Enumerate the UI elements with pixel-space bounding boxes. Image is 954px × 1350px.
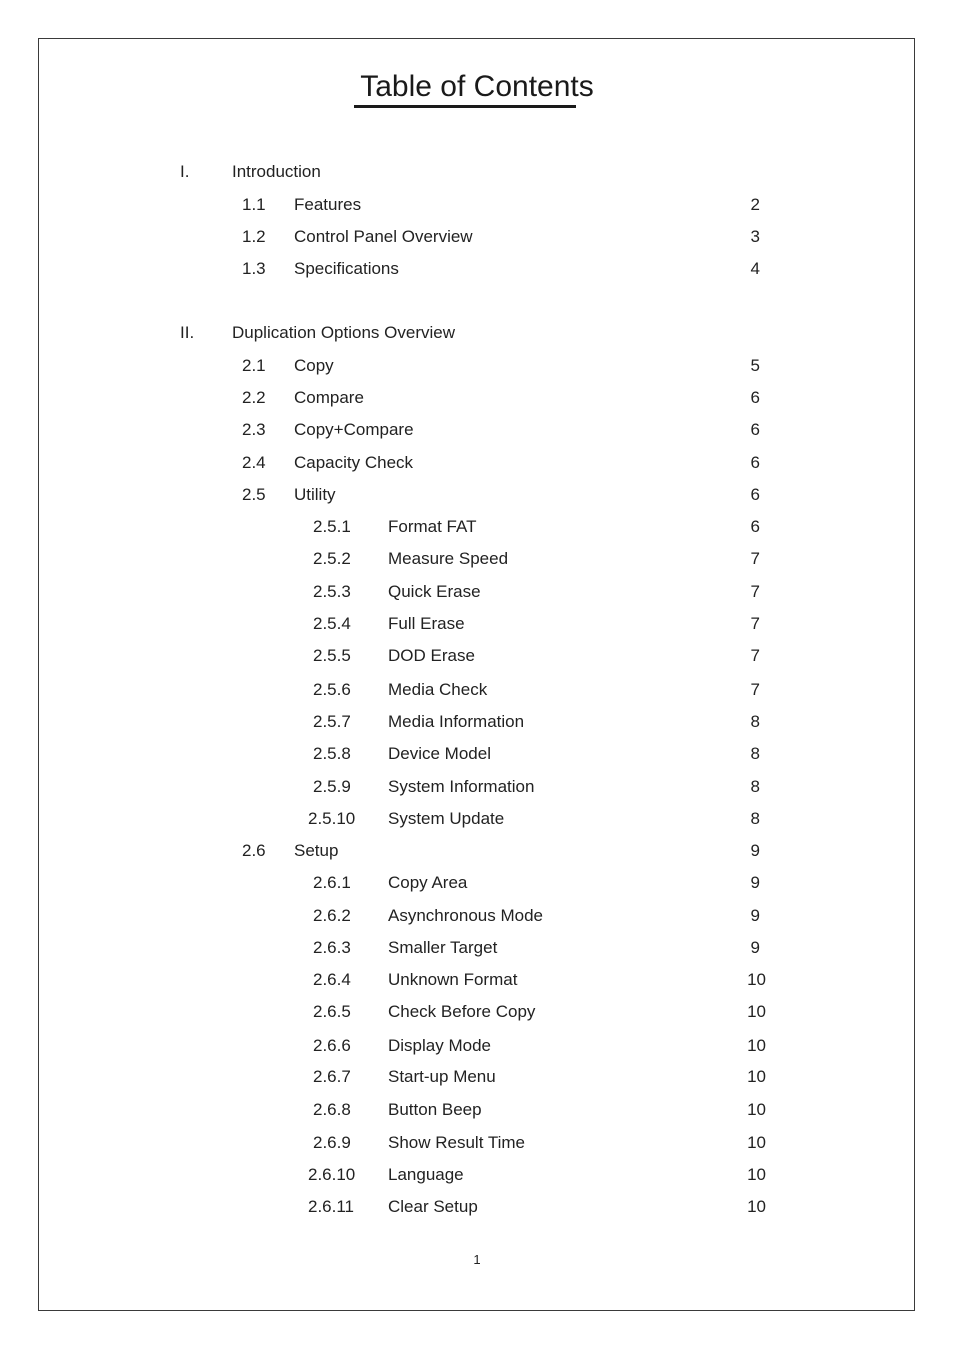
toc-entry xyxy=(0,1098,954,1122)
toc-entry xyxy=(0,904,954,928)
entry-page-number: 7 xyxy=(750,680,760,699)
entry-title: Display Mode xyxy=(388,1036,491,1055)
entry-title: Specifications xyxy=(294,259,399,278)
section-number: I. xyxy=(180,162,190,181)
toc-entry xyxy=(0,1131,954,1155)
entry-title: Compare xyxy=(294,388,364,407)
toc-entry xyxy=(0,936,954,960)
toc-entry xyxy=(0,580,954,604)
entry-number: 2.1 xyxy=(242,356,266,375)
entry-number: 2.5.9 xyxy=(313,777,351,796)
section-title: Duplication Options Overview xyxy=(232,323,455,342)
entry-title: Media Check xyxy=(388,680,488,699)
entry-page-number: 6 xyxy=(750,517,760,536)
entry-title: Copy+Compare xyxy=(294,420,414,439)
entry-title: Device Model xyxy=(388,744,491,763)
entry-page-number: 9 xyxy=(750,841,760,860)
toc-entry xyxy=(0,257,954,281)
entry-number: 2.6.9 xyxy=(313,1133,351,1152)
toc-entry xyxy=(0,678,954,702)
entry-page-number: 9 xyxy=(750,938,760,957)
entry-number: 2.5.6 xyxy=(313,680,351,699)
entry-title: Copy xyxy=(294,356,334,375)
toc-entry xyxy=(0,612,954,636)
entry-page-number: 8 xyxy=(750,777,760,796)
toc-entry xyxy=(0,807,954,831)
entry-number: 2.5 xyxy=(242,485,266,504)
toc-entry xyxy=(0,1195,954,1219)
entry-number: 2.2 xyxy=(242,388,266,407)
page-number: 1 xyxy=(473,1252,481,1267)
entry-page-number: 10 xyxy=(747,1100,766,1119)
entry-page-number: 3 xyxy=(750,227,760,246)
entry-page-number: 4 xyxy=(750,259,760,278)
entry-page-number: 8 xyxy=(750,744,760,763)
entry-title: Quick Erase xyxy=(388,582,481,601)
toc-section-heading xyxy=(0,160,954,184)
entry-page-number: 10 xyxy=(747,1197,766,1216)
toc-entry xyxy=(0,193,954,217)
entry-page-number: 5 xyxy=(750,356,760,375)
entry-page-number: 6 xyxy=(750,453,760,472)
entry-page-number: 10 xyxy=(747,1067,766,1086)
entry-page-number: 9 xyxy=(750,906,760,925)
toc-entry xyxy=(0,418,954,442)
toc-entry xyxy=(0,742,954,766)
toc-entry xyxy=(0,225,954,249)
entry-title: Language xyxy=(388,1165,464,1184)
entry-number: 1.2 xyxy=(242,227,266,246)
entry-number: 2.5.2 xyxy=(313,549,351,568)
entry-number: 2.3 xyxy=(242,420,266,439)
toc-entry xyxy=(0,483,954,507)
toc-entry xyxy=(0,1034,954,1058)
entry-number: 2.6.10 xyxy=(308,1165,356,1184)
entry-number: 2.5.10 xyxy=(308,809,356,828)
entry-title: Measure Speed xyxy=(388,549,509,568)
entry-page-number: 7 xyxy=(750,646,760,665)
toc-entry xyxy=(0,1000,954,1024)
toc-entry xyxy=(0,839,954,863)
entry-page-number: 6 xyxy=(750,388,760,407)
entry-number: 2.5.7 xyxy=(313,712,351,731)
entry-title: System Information xyxy=(388,777,535,796)
entry-page-number: 10 xyxy=(747,1165,766,1184)
entry-page-number: 2 xyxy=(750,195,760,214)
title-underline xyxy=(354,105,576,108)
entry-page-number: 6 xyxy=(750,485,760,504)
entry-title: Asynchronous Mode xyxy=(388,906,543,925)
entry-title: Control Panel Overview xyxy=(294,227,473,246)
entry-title: Clear Setup xyxy=(388,1197,478,1216)
section-number: II. xyxy=(180,323,195,342)
entry-number: 2.6 xyxy=(242,841,266,860)
entry-number: 2.4 xyxy=(242,453,266,472)
entry-number: 2.6.8 xyxy=(313,1100,351,1119)
entry-title: Format FAT xyxy=(388,517,477,536)
entry-page-number: 10 xyxy=(747,1036,766,1055)
entry-title: Check Before Copy xyxy=(388,1002,536,1021)
entry-number: 2.6.7 xyxy=(313,1067,351,1086)
entry-title: Smaller Target xyxy=(388,938,498,957)
entry-page-number: 9 xyxy=(750,873,760,892)
entry-title: Show Result Time xyxy=(388,1133,525,1152)
toc-entry xyxy=(0,451,954,475)
entry-title: Start-up Menu xyxy=(388,1067,496,1086)
entry-number: 2.5.4 xyxy=(313,614,351,633)
page-title: Table of Contents xyxy=(360,70,594,103)
entry-page-number: 10 xyxy=(747,1002,766,1021)
entry-page-number: 6 xyxy=(750,420,760,439)
toc-entry xyxy=(0,515,954,539)
toc-entry xyxy=(0,1065,954,1089)
entry-title: Media Information xyxy=(388,712,525,731)
toc-entry xyxy=(0,354,954,378)
toc-entry xyxy=(0,710,954,734)
toc-entry xyxy=(0,386,954,410)
toc-entry xyxy=(0,547,954,571)
entry-number: 2.6.1 xyxy=(313,873,351,892)
entry-number: 2.5.5 xyxy=(313,646,351,665)
entry-page-number: 10 xyxy=(747,970,766,989)
entry-page-number: 7 xyxy=(750,614,760,633)
entry-number: 2.6.2 xyxy=(313,906,351,925)
toc-entry xyxy=(0,644,954,668)
entry-title: Capacity Check xyxy=(294,453,414,472)
entry-number: 2.6.6 xyxy=(313,1036,351,1055)
entry-title: Features xyxy=(294,195,362,214)
entry-number: 1.1 xyxy=(242,195,266,214)
entry-number: 2.5.3 xyxy=(313,582,351,601)
entry-number: 1.3 xyxy=(242,259,266,278)
entry-title: Setup xyxy=(294,841,339,860)
entry-number: 2.5.1 xyxy=(313,517,351,536)
entry-number: 2.5.8 xyxy=(313,744,351,763)
entry-title: Button Beep xyxy=(388,1100,482,1119)
toc-entry xyxy=(0,1163,954,1187)
section-title: Introduction xyxy=(232,162,321,181)
entry-page-number: 7 xyxy=(750,582,760,601)
entry-page-number: 10 xyxy=(747,1133,766,1152)
toc-entry xyxy=(0,775,954,799)
entry-title: Unknown Format xyxy=(388,970,518,989)
entry-title: Utility xyxy=(294,485,336,504)
entry-title: Full Erase xyxy=(388,614,465,633)
entry-page-number: 8 xyxy=(750,809,760,828)
toc-entry xyxy=(0,871,954,895)
entry-number: 2.6.11 xyxy=(308,1197,355,1216)
entry-title: Copy Area xyxy=(388,873,468,892)
entry-page-number: 8 xyxy=(750,712,760,731)
toc-entry xyxy=(0,968,954,992)
entry-number: 2.6.3 xyxy=(313,938,351,957)
toc-section-heading xyxy=(0,321,954,345)
entry-title: DOD Erase xyxy=(388,646,475,665)
entry-page-number: 7 xyxy=(750,549,760,568)
entry-title: System Update xyxy=(388,809,505,828)
entry-number: 2.6.4 xyxy=(313,970,351,989)
entry-number: 2.6.5 xyxy=(313,1002,351,1021)
